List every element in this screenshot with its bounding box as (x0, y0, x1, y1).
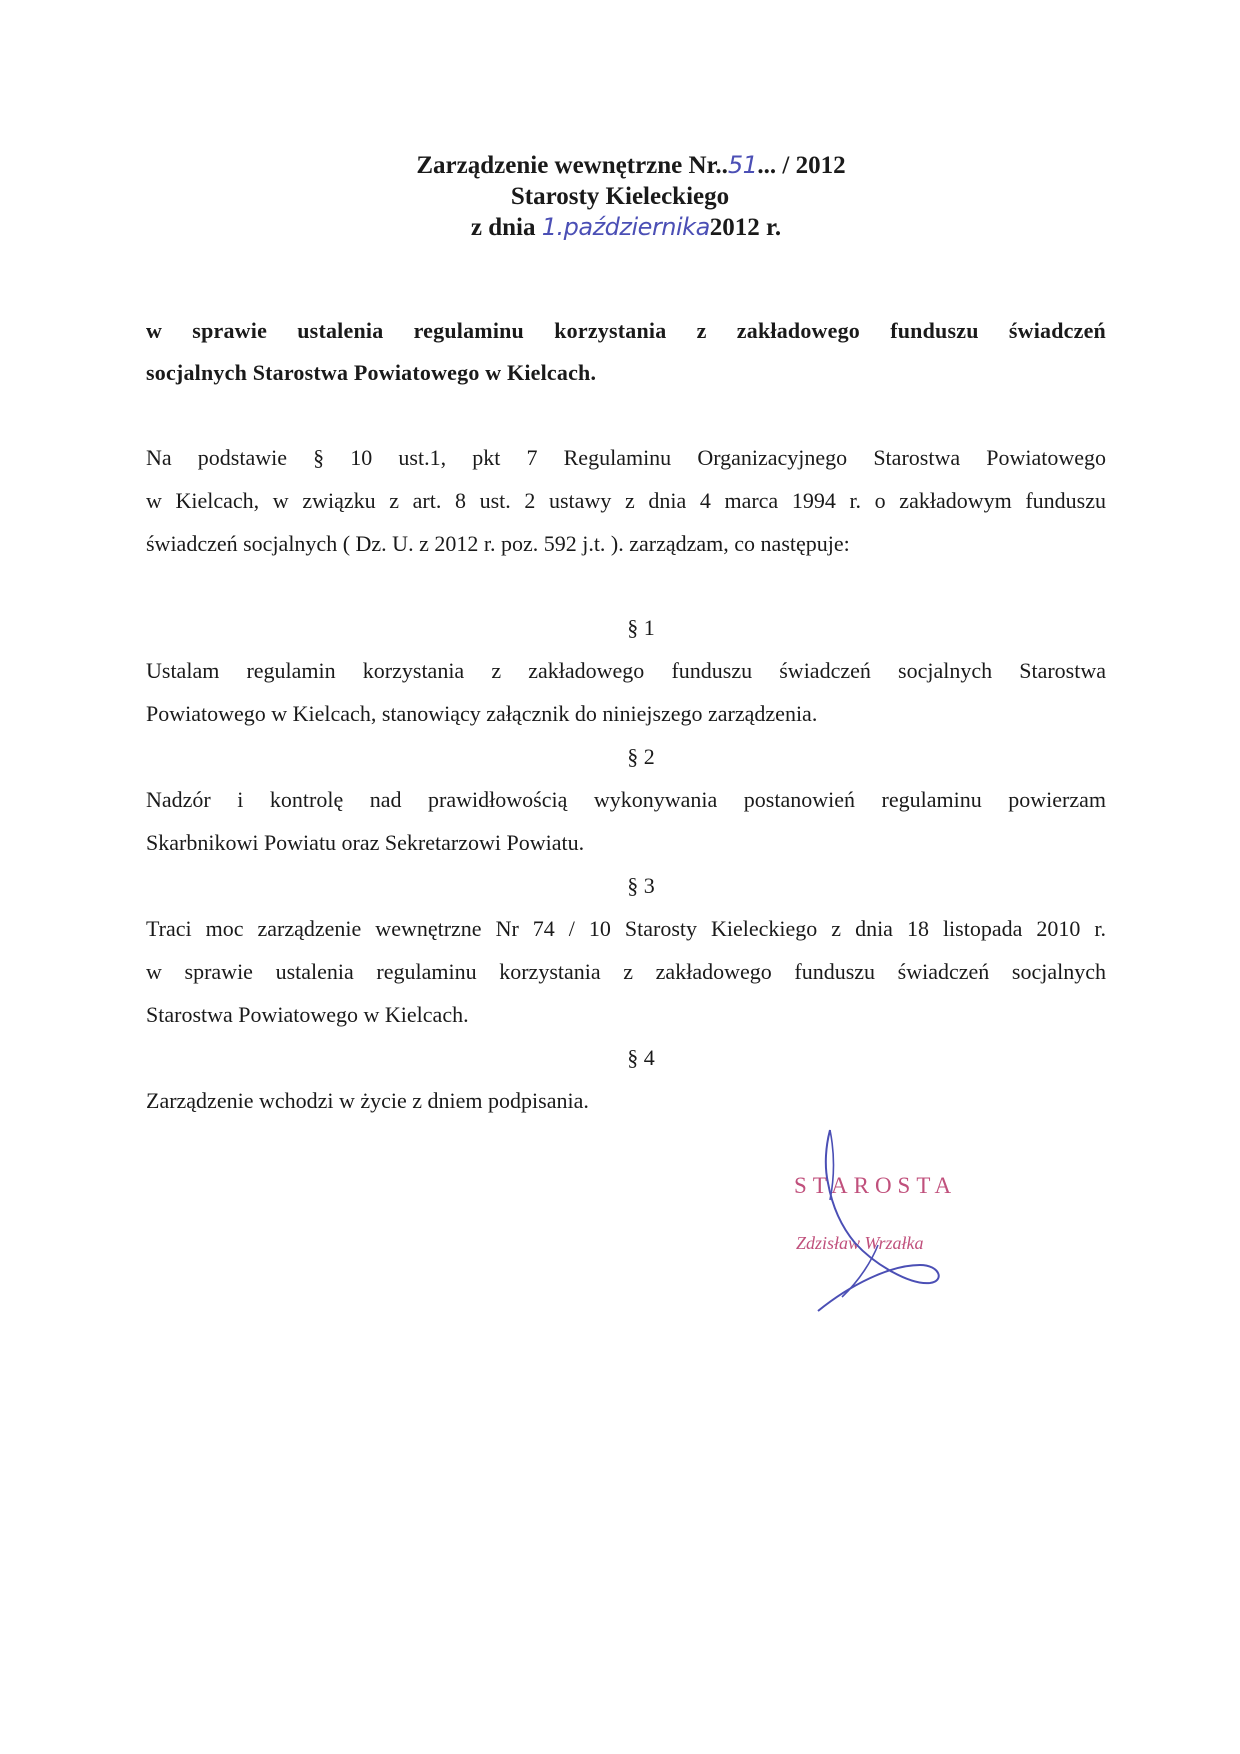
order-title-prefix: Zarządzenie wewnętrzne Nr.. (416, 152, 728, 179)
document-header (0, 150, 1240, 243)
legal-basis-line: świadczeń socjalnych ( Dz. U. z 2012 r. poz. 592 j.t. ). zarządzam, co następuje: (146, 531, 850, 556)
section-4 (146, 1036, 1106, 1122)
section-sign: § 3 (627, 873, 655, 898)
legal-basis-line: Na podstawie § 10 ust.1, pkt 7 Regulaminu Organizacyjnego Starostwa Powiatowego (146, 445, 1106, 470)
section-sign: § 1 (627, 615, 655, 640)
order-date-prefix: z dnia (470, 214, 542, 241)
section-1 (146, 606, 1106, 735)
section-3 (146, 864, 1106, 1036)
section-text-line: Traci moc zarządzenie wewnętrzne Nr 74 / 10 Starosty Kieleckiego z dnia 18 listopada 2010 r. (146, 916, 1106, 941)
subject-line: socjalnych Starostwa Powiatowego w Kielcach. (146, 360, 597, 385)
order-issuer: Starosty Kieleckiego (510, 183, 730, 210)
subject-line: w sprawie ustalenia regulaminu korzystania z zakładowego funduszu świadczeń (146, 318, 1106, 343)
section-text-line: Nadzór i kontrolę nad prawidłowością wykonywania postanowień regulaminu powierzam (146, 787, 1106, 812)
section-2 (146, 735, 1106, 864)
handwritten-signature (780, 1125, 1020, 1315)
section-text-line: Zarządzenie wchodzi w życie z dniem podpisania. (146, 1088, 589, 1113)
legal-basis-line: w Kielcach, w związku z art. 8 ust. 2 ustawy z dnia 4 marca 1994 r. o zakładowym funduszu (146, 488, 1106, 513)
section-text-line: w sprawie ustalenia regulaminu korzystania z zakładowego funduszu świadczeń socjalnych (146, 959, 1106, 984)
section-text-line: Skarbnikowi Powiatu oraz Sekretarzowi Powiatu. (146, 830, 585, 855)
section-text-line: Starostwa Powiatowego w Kielcach. (146, 1002, 469, 1027)
order-subject (146, 310, 1106, 394)
order-date (0, 212, 1240, 243)
order-title-suffix: ... / 2012 (757, 152, 846, 179)
order-title (0, 150, 1240, 181)
section-sign: § 4 (627, 1045, 655, 1070)
legal-basis-paragraph (146, 436, 1106, 565)
stamp-name: Zdzisław Wrzałka (796, 1233, 924, 1253)
stamp-title: STAROSTA (794, 1173, 958, 1198)
section-text-line: Powiatowego w Kielcach, stanowiący załącznik do niniejszego zarządzenia. (146, 701, 818, 726)
section-sign: § 2 (627, 744, 655, 769)
handwritten-order-date: 1.października (541, 213, 710, 241)
order-date-suffix: 2012 r. (709, 214, 782, 241)
handwritten-order-number: 51 (727, 151, 758, 179)
section-text-line: Ustalam regulamin korzystania z zakładowego funduszu świadczeń socjalnych Starostwa (146, 658, 1106, 683)
signature-block (780, 1125, 1020, 1315)
